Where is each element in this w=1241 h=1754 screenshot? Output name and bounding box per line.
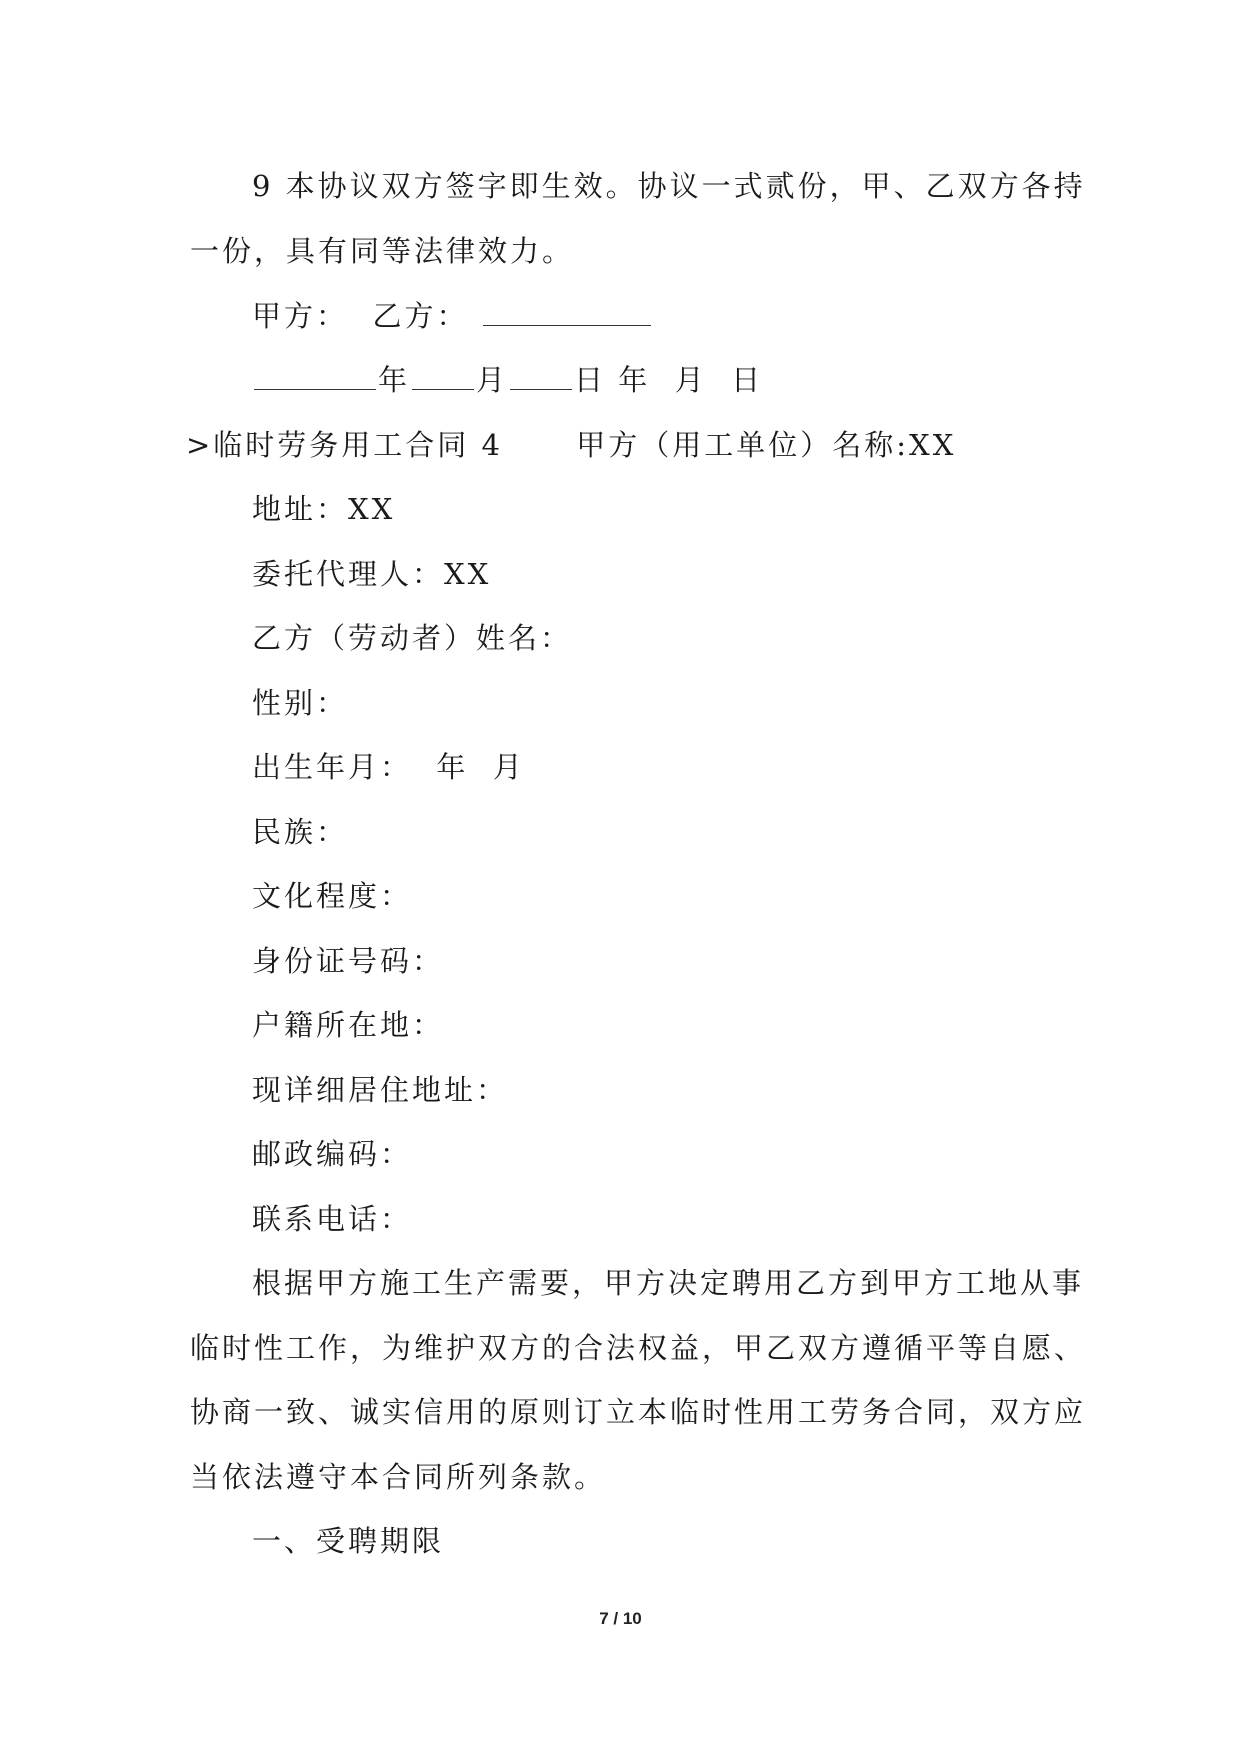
contract-4-header (186, 427, 956, 463)
year-label: 年 (378, 363, 411, 397)
signature-line (252, 298, 653, 334)
worker-name-field: 乙方（劳动者）姓名： (252, 621, 573, 655)
party-b-blank (483, 299, 651, 326)
phone-field: 联系电话： (252, 1202, 413, 1236)
preamble-line-4: 当依法遵守本合同所列条款。 (190, 1460, 607, 1494)
education-field: 文化程度： (252, 879, 413, 913)
address-field: 地址：XX (252, 492, 396, 526)
party-b-label: 乙方： (372, 299, 469, 333)
month-label: 月 (476, 363, 509, 397)
party-a-label: 甲方： (252, 299, 349, 333)
household-field: 户籍所在地： (252, 1008, 445, 1042)
day-label: 日 (574, 363, 607, 397)
month-blank (412, 363, 474, 390)
id-number-field: 身份证号码： (252, 944, 445, 978)
preamble-line-1: 根据甲方施工生产需要，甲方决定聘用乙方到甲方工地从事 (252, 1266, 1085, 1300)
year-blank (254, 363, 376, 390)
date-tail: 年 月 日 (618, 363, 764, 397)
contract-4-title: >临时劳务用工合同 4 (186, 428, 503, 462)
paragraph-9-line-2: 一份，具有同等法律效力。 (190, 234, 575, 268)
ethnicity-field: 民族： (252, 815, 349, 849)
residence-field: 现详细居住地址： (252, 1073, 509, 1107)
date-line (252, 362, 763, 398)
page-number: 7 / 10 (599, 1609, 642, 1628)
paragraph-9-line-1: 9 本协议双方签字即生效。协议一式贰份，甲、乙双方各持 (252, 169, 1086, 203)
gender-field: 性别： (252, 686, 349, 720)
postcode-field: 邮政编码： (252, 1137, 413, 1171)
preamble-line-3: 协商一致、诚实信用的原则订立本临时性用工劳务合同，双方应 (190, 1395, 1087, 1429)
birth-field: 出生年月： 年 月 (252, 750, 525, 784)
employer-name-field: 甲方（用工单位）名称:XX (576, 428, 957, 462)
agent-field: 委托代理人：XX (252, 557, 492, 591)
day-blank (510, 363, 572, 390)
preamble-line-2: 临时性工作，为维护双方的合法权益，甲乙双方遵循平等自愿、 (190, 1331, 1087, 1365)
section-1-heading: 一、受聘期限 (252, 1524, 445, 1558)
